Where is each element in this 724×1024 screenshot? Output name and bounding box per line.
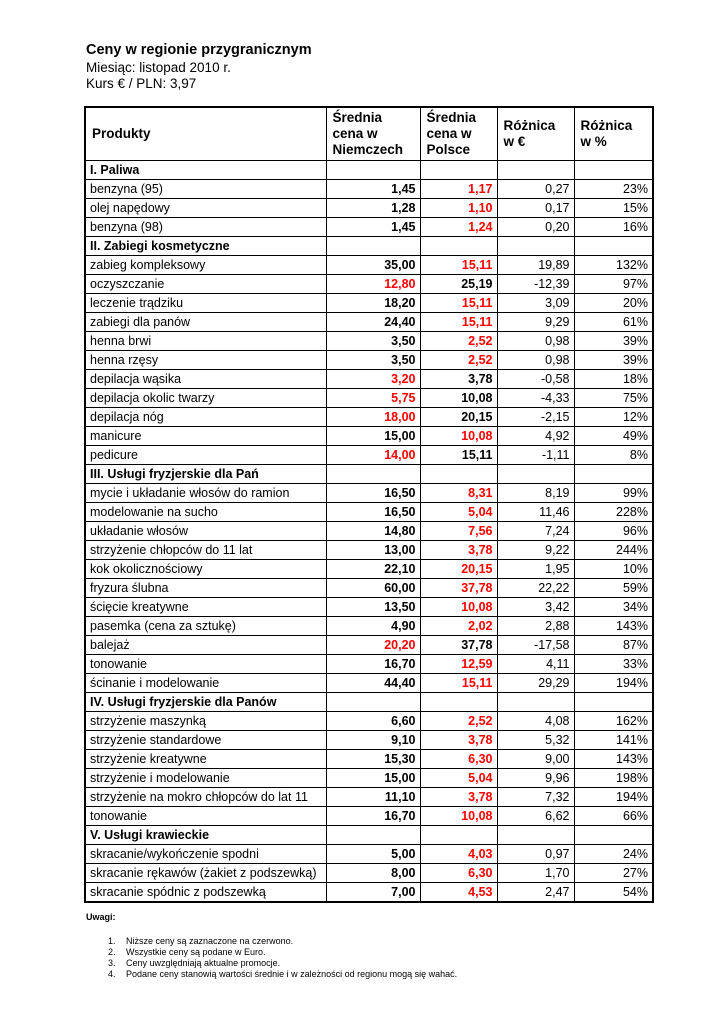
diff-pct: 16% (574, 218, 653, 237)
price-poland: 25,19 (420, 275, 497, 294)
note-item (86, 969, 457, 980)
product-name: strzyżenie chłopców do 11 lat (85, 541, 326, 560)
price-poland: 3,78 (420, 731, 497, 750)
price-germany: 18,00 (326, 408, 420, 427)
price-poland: 10,08 (420, 807, 497, 826)
diff-eur: 4,08 (497, 712, 574, 731)
price-germany: 5,00 (326, 845, 420, 864)
col-header-diff-pct: Różnica w % (574, 107, 653, 161)
product-name: strzyżenie standardowe (85, 731, 326, 750)
price-poland: 12,59 (420, 655, 497, 674)
diff-eur: 0,27 (497, 180, 574, 199)
price-poland: 10,08 (420, 389, 497, 408)
table-row (85, 655, 653, 674)
table-row (85, 522, 653, 541)
price-poland: 4,53 (420, 883, 497, 903)
price-germany: 13,50 (326, 598, 420, 617)
price-poland: 10,08 (420, 598, 497, 617)
table-row (85, 579, 653, 598)
diff-pct: 132% (574, 256, 653, 275)
product-name: układanie włosów (85, 522, 326, 541)
price-germany: 1,45 (326, 218, 420, 237)
table-row (85, 332, 653, 351)
table-row (85, 731, 653, 750)
table-row (85, 484, 653, 503)
section-title: I. Paliwa (85, 161, 326, 180)
price-germany: 16,50 (326, 503, 420, 522)
table-row (85, 617, 653, 636)
price-poland: 5,04 (420, 769, 497, 788)
diff-eur: 19,89 (497, 256, 574, 275)
price-poland: 6,30 (420, 864, 497, 883)
note-number: 4. (108, 969, 116, 979)
diff-pct: 99% (574, 484, 653, 503)
table-row (85, 769, 653, 788)
table-row (85, 180, 653, 199)
diff-eur: 3,42 (497, 598, 574, 617)
table-row (85, 712, 653, 731)
table-row (85, 389, 653, 408)
diff-eur: 0,97 (497, 845, 574, 864)
notes (86, 912, 457, 980)
empty-cell (420, 161, 497, 180)
product-name: manicure (85, 427, 326, 446)
price-germany: 14,80 (326, 522, 420, 541)
diff-pct: 39% (574, 351, 653, 370)
diff-pct: 54% (574, 883, 653, 903)
price-germany: 15,00 (326, 427, 420, 446)
price-germany: 3,50 (326, 332, 420, 351)
diff-eur: 3,09 (497, 294, 574, 313)
price-poland: 2,52 (420, 712, 497, 731)
empty-cell (497, 237, 574, 256)
product-name: oczyszczanie (85, 275, 326, 294)
diff-pct: 34% (574, 598, 653, 617)
page-title: Ceny w regionie przygranicznym (86, 42, 312, 58)
price-table (84, 106, 654, 903)
diff-eur: -2,15 (497, 408, 574, 427)
diff-eur: 7,32 (497, 788, 574, 807)
diff-eur: -0,58 (497, 370, 574, 389)
diff-eur: 6,62 (497, 807, 574, 826)
price-poland: 1,24 (420, 218, 497, 237)
product-name: skracanie spódnic z podszewką (85, 883, 326, 903)
price-germany: 3,20 (326, 370, 420, 389)
table-row (85, 541, 653, 560)
diff-pct: 8% (574, 446, 653, 465)
diff-pct: 194% (574, 674, 653, 693)
product-name: tonowanie (85, 655, 326, 674)
price-germany: 24,40 (326, 313, 420, 332)
diff-pct: 39% (574, 332, 653, 351)
empty-cell (420, 465, 497, 484)
diff-pct: 20% (574, 294, 653, 313)
price-poland: 7,56 (420, 522, 497, 541)
table-row (85, 503, 653, 522)
price-poland: 15,11 (420, 674, 497, 693)
note-number: 1. (108, 936, 116, 946)
price-germany: 16,70 (326, 807, 420, 826)
note-text: Ceny uwzględniają aktualne promocje. (126, 958, 281, 968)
diff-pct: 23% (574, 180, 653, 199)
month-label: Miesiąc: listopad 2010 r. (86, 60, 231, 75)
product-name: strzyżenie na mokro chłopców do lat 11 (85, 788, 326, 807)
table-row (85, 370, 653, 389)
note-number: 2. (108, 947, 116, 957)
price-germany: 1,28 (326, 199, 420, 218)
exchange-rate-label: Kurs € / PLN: 3,97 (86, 76, 197, 91)
price-germany: 5,75 (326, 389, 420, 408)
product-name: pasemka (cena za sztukę) (85, 617, 326, 636)
diff-pct: 24% (574, 845, 653, 864)
note-item (86, 936, 457, 947)
product-name: skracanie rękawów (żakiet z podszewką) (85, 864, 326, 883)
diff-pct: 18% (574, 370, 653, 389)
price-germany: 16,50 (326, 484, 420, 503)
diff-pct: 27% (574, 864, 653, 883)
note-item (86, 958, 457, 969)
notes-list (86, 936, 457, 980)
product-name: depilacja nóg (85, 408, 326, 427)
note-text: Wszystkie ceny są podane w Euro. (126, 947, 266, 957)
section-title: IV. Usługi fryzjerskie dla Panów (85, 693, 326, 712)
table-row (85, 674, 653, 693)
product-name: ścinanie i modelowanie (85, 674, 326, 693)
table-row (85, 636, 653, 655)
empty-cell (574, 826, 653, 845)
diff-eur: 0,98 (497, 332, 574, 351)
diff-eur: 5,32 (497, 731, 574, 750)
diff-pct: 141% (574, 731, 653, 750)
price-poland: 20,15 (420, 408, 497, 427)
section-title: II. Zabiegi kosmetyczne (85, 237, 326, 256)
price-germany: 11,10 (326, 788, 420, 807)
table-row (85, 446, 653, 465)
price-germany: 60,00 (326, 579, 420, 598)
section-title: V. Usługi krawieckie (85, 826, 326, 845)
product-name: leczenie trądziku (85, 294, 326, 313)
table-row (85, 807, 653, 826)
table-row (85, 275, 653, 294)
diff-eur: 9,00 (497, 750, 574, 769)
section-row (85, 161, 653, 180)
diff-pct: 15% (574, 199, 653, 218)
product-name: mycie i układanie włosów do ramion (85, 484, 326, 503)
table-row (85, 351, 653, 370)
empty-cell (420, 237, 497, 256)
table-row (85, 883, 653, 903)
empty-cell (326, 237, 420, 256)
table-row (85, 864, 653, 883)
diff-eur: 9,96 (497, 769, 574, 788)
section-row (85, 826, 653, 845)
diff-pct: 59% (574, 579, 653, 598)
diff-eur: 2,88 (497, 617, 574, 636)
diff-pct: 49% (574, 427, 653, 446)
diff-pct: 143% (574, 750, 653, 769)
product-name: skracanie/wykończenie spodni (85, 845, 326, 864)
diff-pct: 143% (574, 617, 653, 636)
empty-cell (574, 693, 653, 712)
empty-cell (326, 693, 420, 712)
price-poland: 15,11 (420, 313, 497, 332)
product-name: fryzura ślubna (85, 579, 326, 598)
section-title: III. Usługi fryzjerskie dla Pań (85, 465, 326, 484)
price-poland: 2,02 (420, 617, 497, 636)
product-name: olej napędowy (85, 199, 326, 218)
table-row (85, 294, 653, 313)
table-row (85, 750, 653, 769)
price-poland: 15,11 (420, 294, 497, 313)
price-poland: 3,78 (420, 370, 497, 389)
empty-cell (574, 465, 653, 484)
empty-cell (497, 693, 574, 712)
notes-title: Uwagi: (86, 912, 116, 922)
product-name: balejaż (85, 636, 326, 655)
table-row (85, 845, 653, 864)
diff-pct: 33% (574, 655, 653, 674)
price-poland: 20,15 (420, 560, 497, 579)
price-germany: 14,00 (326, 446, 420, 465)
product-name: strzyżenie maszynką (85, 712, 326, 731)
table-row (85, 218, 653, 237)
price-poland: 5,04 (420, 503, 497, 522)
note-number: 3. (108, 958, 116, 968)
diff-eur: 0,20 (497, 218, 574, 237)
product-name: pedicure (85, 446, 326, 465)
diff-pct: 12% (574, 408, 653, 427)
product-name: tonowanie (85, 807, 326, 826)
diff-eur: -1,11 (497, 446, 574, 465)
diff-eur: 2,47 (497, 883, 574, 903)
note-text: Podane ceny stanowią wartości średnie i w zależności od regionu mogą się wahać. (126, 969, 458, 979)
price-poland: 37,78 (420, 636, 497, 655)
product-name: strzyżenie kreatywne (85, 750, 326, 769)
price-germany: 15,30 (326, 750, 420, 769)
price-germany: 1,45 (326, 180, 420, 199)
product-name: depilacja wąsika (85, 370, 326, 389)
price-germany: 16,70 (326, 655, 420, 674)
price-germany: 13,00 (326, 541, 420, 560)
diff-eur: 0,17 (497, 199, 574, 218)
diff-eur: 9,22 (497, 541, 574, 560)
empty-cell (420, 826, 497, 845)
diff-eur: 4,11 (497, 655, 574, 674)
price-poland: 2,52 (420, 332, 497, 351)
product-name: ścięcie kreatywne (85, 598, 326, 617)
price-germany: 44,40 (326, 674, 420, 693)
diff-pct: 244% (574, 541, 653, 560)
diff-pct: 96% (574, 522, 653, 541)
price-poland: 1,10 (420, 199, 497, 218)
price-poland: 6,30 (420, 750, 497, 769)
diff-eur: 0,98 (497, 351, 574, 370)
diff-eur: 11,46 (497, 503, 574, 522)
empty-cell (420, 693, 497, 712)
price-poland: 2,52 (420, 351, 497, 370)
product-name: zabieg kompleksowy (85, 256, 326, 275)
section-row (85, 693, 653, 712)
product-name: strzyżenie i modelowanie (85, 769, 326, 788)
price-germany: 15,00 (326, 769, 420, 788)
diff-pct: 198% (574, 769, 653, 788)
product-name: modelowanie na sucho (85, 503, 326, 522)
price-poland: 4,03 (420, 845, 497, 864)
diff-eur: 4,92 (497, 427, 574, 446)
diff-pct: 10% (574, 560, 653, 579)
col-header-price-germany: Średnia cena w Niemczech (326, 107, 420, 161)
diff-eur: 7,24 (497, 522, 574, 541)
table-body (85, 161, 653, 903)
price-germany: 6,60 (326, 712, 420, 731)
price-poland: 3,78 (420, 541, 497, 560)
table-row (85, 427, 653, 446)
diff-pct: 97% (574, 275, 653, 294)
diff-pct: 194% (574, 788, 653, 807)
price-germany: 7,00 (326, 883, 420, 903)
price-germany: 35,00 (326, 256, 420, 275)
diff-eur: 9,29 (497, 313, 574, 332)
empty-cell (574, 161, 653, 180)
price-germany: 22,10 (326, 560, 420, 579)
diff-pct: 87% (574, 636, 653, 655)
price-poland: 10,08 (420, 427, 497, 446)
price-poland: 37,78 (420, 579, 497, 598)
diff-eur: 1,70 (497, 864, 574, 883)
product-name: benzyna (98) (85, 218, 326, 237)
section-row (85, 237, 653, 256)
diff-eur: -4,33 (497, 389, 574, 408)
table-row (85, 313, 653, 332)
product-name: depilacja okolic twarzy (85, 389, 326, 408)
diff-pct: 61% (574, 313, 653, 332)
table-row (85, 788, 653, 807)
price-germany: 18,20 (326, 294, 420, 313)
price-poland: 15,11 (420, 256, 497, 275)
price-germany: 8,00 (326, 864, 420, 883)
diff-eur: 1,95 (497, 560, 574, 579)
diff-eur: 29,29 (497, 674, 574, 693)
diff-pct: 75% (574, 389, 653, 408)
empty-cell (497, 465, 574, 484)
empty-cell (574, 237, 653, 256)
empty-cell (326, 161, 420, 180)
price-poland: 3,78 (420, 788, 497, 807)
col-header-products: Produkty (85, 107, 326, 161)
product-name: benzyna (95) (85, 180, 326, 199)
empty-cell (326, 826, 420, 845)
product-name: kok okolicznościowy (85, 560, 326, 579)
price-germany: 20,20 (326, 636, 420, 655)
diff-eur: 8,19 (497, 484, 574, 503)
product-name: henna brwi (85, 332, 326, 351)
diff-eur: -12,39 (497, 275, 574, 294)
price-germany: 4,90 (326, 617, 420, 636)
table-row (85, 408, 653, 427)
diff-pct: 66% (574, 807, 653, 826)
table-row (85, 199, 653, 218)
note-item (86, 947, 457, 958)
price-germany: 9,10 (326, 731, 420, 750)
diff-pct: 228% (574, 503, 653, 522)
table-row (85, 560, 653, 579)
diff-eur: -17,58 (497, 636, 574, 655)
col-header-diff-eur: Różnica w € (497, 107, 574, 161)
table-row (85, 256, 653, 275)
empty-cell (326, 465, 420, 484)
product-name: zabiegi dla panów (85, 313, 326, 332)
table-header-row (85, 107, 653, 161)
section-row (85, 465, 653, 484)
price-poland: 15,11 (420, 446, 497, 465)
product-name: henna rzęsy (85, 351, 326, 370)
price-poland: 8,31 (420, 484, 497, 503)
diff-eur: 22,22 (497, 579, 574, 598)
price-germany: 12,80 (326, 275, 420, 294)
empty-cell (497, 826, 574, 845)
price-poland: 1,17 (420, 180, 497, 199)
col-header-price-poland: Średnia cena w Polsce (420, 107, 497, 161)
empty-cell (497, 161, 574, 180)
table-row (85, 598, 653, 617)
diff-pct: 162% (574, 712, 653, 731)
price-germany: 3,50 (326, 351, 420, 370)
note-text: Niższe ceny są zaznaczone na czerwono. (126, 936, 294, 946)
